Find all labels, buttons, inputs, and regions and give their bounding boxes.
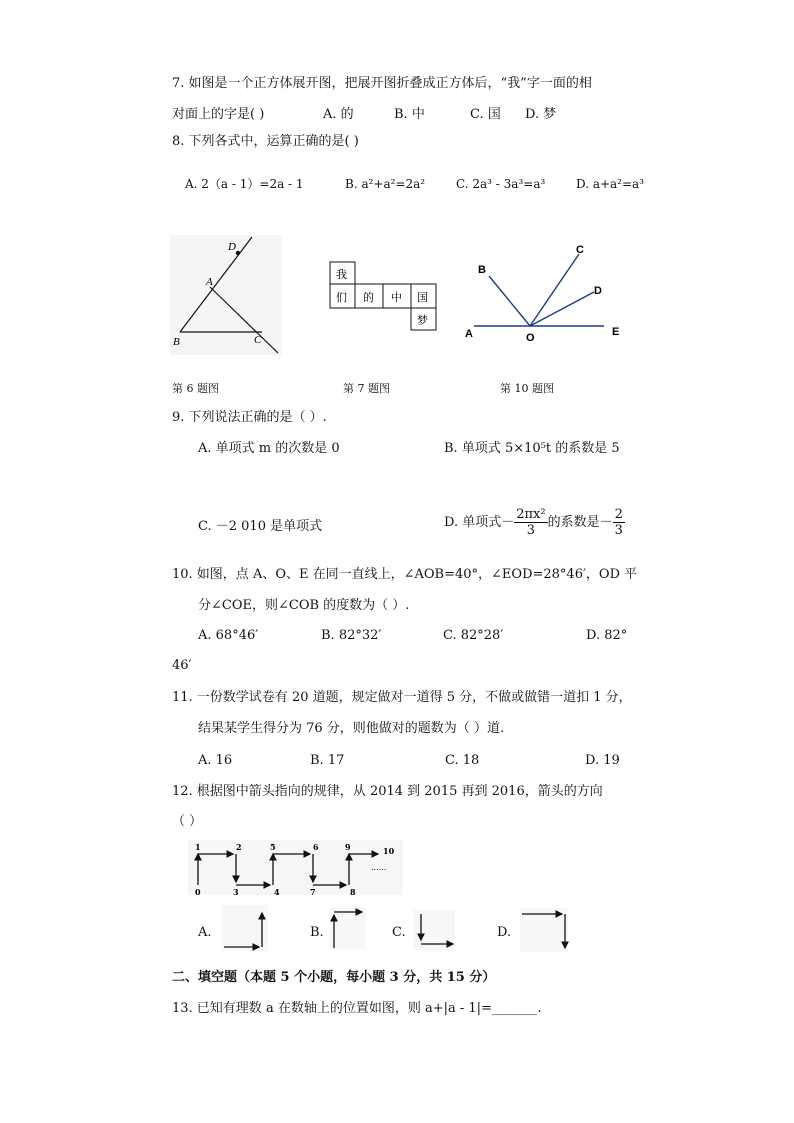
q7-option-d: D. 梦: [525, 107, 557, 122]
q11-option-b: B. 17: [310, 753, 345, 768]
q9-option-d-answer-numerator: 2: [614, 507, 623, 522]
pattern-ellipsis: ......: [371, 863, 387, 872]
q7-stem-line1: 7. 如图是一个正方体展开图，把展开图折叠成正方体后，“我”字一面的相: [172, 76, 592, 91]
q9-option-d-denominator: 3: [526, 523, 536, 538]
q7-option-c: C. 国: [470, 107, 501, 122]
figure-10-angles: [462, 240, 632, 350]
q12-stem-line1: 12. 根据图中箭头指向的规律，从 2014 到 2015 再到 2016，箭头的方向: [172, 784, 603, 799]
q11-option-a: A. 16: [198, 753, 233, 768]
fig6-label-b: B: [173, 336, 180, 348]
pattern-label-10: 10: [383, 846, 395, 856]
fig10-label-a: A: [465, 328, 473, 340]
q10-option-d: D. 82°: [586, 628, 628, 643]
pattern-label-8: 8: [350, 887, 356, 897]
q10-stem-line1: 10. 如图，点 A、O、E 在同一直线上，∠AOB=40°，∠EOD=28°46′，OD 平: [172, 567, 638, 582]
fig6-label-d: D: [228, 241, 236, 253]
q13-stem: 13. 已知有理数 a 在数轴上的位置如图，则 a+|a - 1|=_______.: [172, 1001, 542, 1016]
q12-option-b-arrows: [330, 908, 370, 952]
q9-option-d-prefix: D. 单项式－: [444, 515, 515, 530]
pattern-label-2: 2: [236, 842, 242, 852]
q12-option-a-label: A.: [198, 925, 212, 940]
net-cell-men: 们: [336, 291, 347, 304]
q8-option-a: A. 2（a - 1）=2a - 1: [185, 177, 304, 191]
q8-stem: 8. 下列各式中，运算正确的是( ): [172, 134, 359, 149]
q12-option-b-label: B.: [310, 925, 324, 940]
net-cell-guo: 国: [417, 291, 428, 304]
q12-option-c-label: C.: [392, 925, 406, 940]
q9-option-d-fraction: [514, 507, 547, 538]
fig10-label-e: E: [612, 326, 620, 338]
q10-option-d-wrap: 46′: [172, 658, 192, 673]
q9-option-d-answer-denominator: 3: [614, 523, 623, 538]
q9-stem: 9. 下列说法正确的是（ ）.: [172, 410, 327, 425]
fig6-label-a: A: [206, 276, 213, 288]
q12-option-d-label: D.: [497, 925, 512, 940]
q9-option-b: B. 单项式 5×10⁵t 的系数是 5: [444, 441, 620, 456]
q8-option-c: C. 2a³ - 3a³=a³: [456, 177, 546, 191]
q8-option-d: D. a+a²=a³: [576, 177, 645, 191]
q11-stem-line1: 11. 一份数学试卷有 20 道题，规定做对一道得 5 分，不做或做错一道扣 1 分，: [172, 690, 632, 705]
figure-7-cube-net: [330, 260, 440, 335]
q10-option-a: A. 68°46′: [198, 628, 259, 643]
fig6-caption: 第 6 题图: [172, 382, 219, 395]
pattern-label-4: 4: [274, 887, 280, 897]
fig6-label-c: C: [254, 334, 262, 346]
fig10-label-c: C: [576, 244, 584, 256]
q10-option-b: B. 82°32′: [321, 628, 382, 643]
q12-option-a-arrows: [222, 905, 272, 953]
net-cell-de: 的: [363, 291, 374, 304]
pattern-label-0: 0: [195, 887, 201, 897]
q11-stem-line2: 结果某学生得分为 76 分，则他做对的题数为（ ）道.: [198, 721, 505, 736]
q11-option-c: C. 18: [445, 753, 480, 768]
net-cell-zhong: 中: [391, 291, 402, 304]
fig10-caption: 第 10 题图: [500, 382, 554, 395]
q9-option-c: C. －2 010 是单项式: [198, 519, 323, 534]
q9-option-d: [444, 505, 625, 541]
fig10-label-d: D: [594, 285, 602, 297]
q9-option-d-answer-fraction: [613, 507, 625, 538]
q9-option-d-numerator: 2πx²: [516, 507, 546, 522]
q7-option-a: A. 的: [323, 107, 354, 122]
q9-option-a: A. 单项式 m 的次数是 0: [198, 441, 340, 456]
net-cell-wo: 我: [336, 268, 347, 281]
q11-option-d: D. 19: [585, 753, 620, 768]
q12-option-c-arrows: [413, 910, 458, 952]
pattern-label-5: 5: [270, 842, 276, 852]
pattern-label-1: 1: [195, 842, 201, 852]
pattern-label-3: 3: [233, 887, 239, 897]
figure-6-triangle: [170, 235, 285, 360]
q10-option-c: C. 82°28′: [443, 628, 504, 643]
pattern-label-9: 9: [345, 842, 351, 852]
q7-stem-line2: 对面上的字是( ): [172, 107, 265, 122]
pattern-label-6: 6: [313, 842, 319, 852]
q9-option-d-middle: 的系数是－: [547, 515, 613, 530]
q12-option-d-arrows: [520, 908, 570, 954]
arrow-pattern-figure: [188, 840, 408, 900]
section-2-title: 二、填空题（本题 5 个小题，每小题 3 分，共 15 分）: [172, 970, 496, 985]
q10-stem-line2: 分∠COE，则∠COB 的度数为（ ）.: [198, 598, 410, 613]
pattern-label-7: 7: [310, 887, 316, 897]
fig10-label-b: B: [478, 264, 486, 276]
q7-option-b: B. 中: [394, 107, 425, 122]
net-cell-meng: 梦: [417, 314, 428, 327]
fig7-caption: 第 7 题图: [343, 382, 390, 395]
fig10-label-o: O: [526, 332, 535, 344]
q8-option-b: B. a²+a²=2a²: [345, 177, 426, 191]
q12-stem-line2: （ ）: [172, 814, 203, 829]
